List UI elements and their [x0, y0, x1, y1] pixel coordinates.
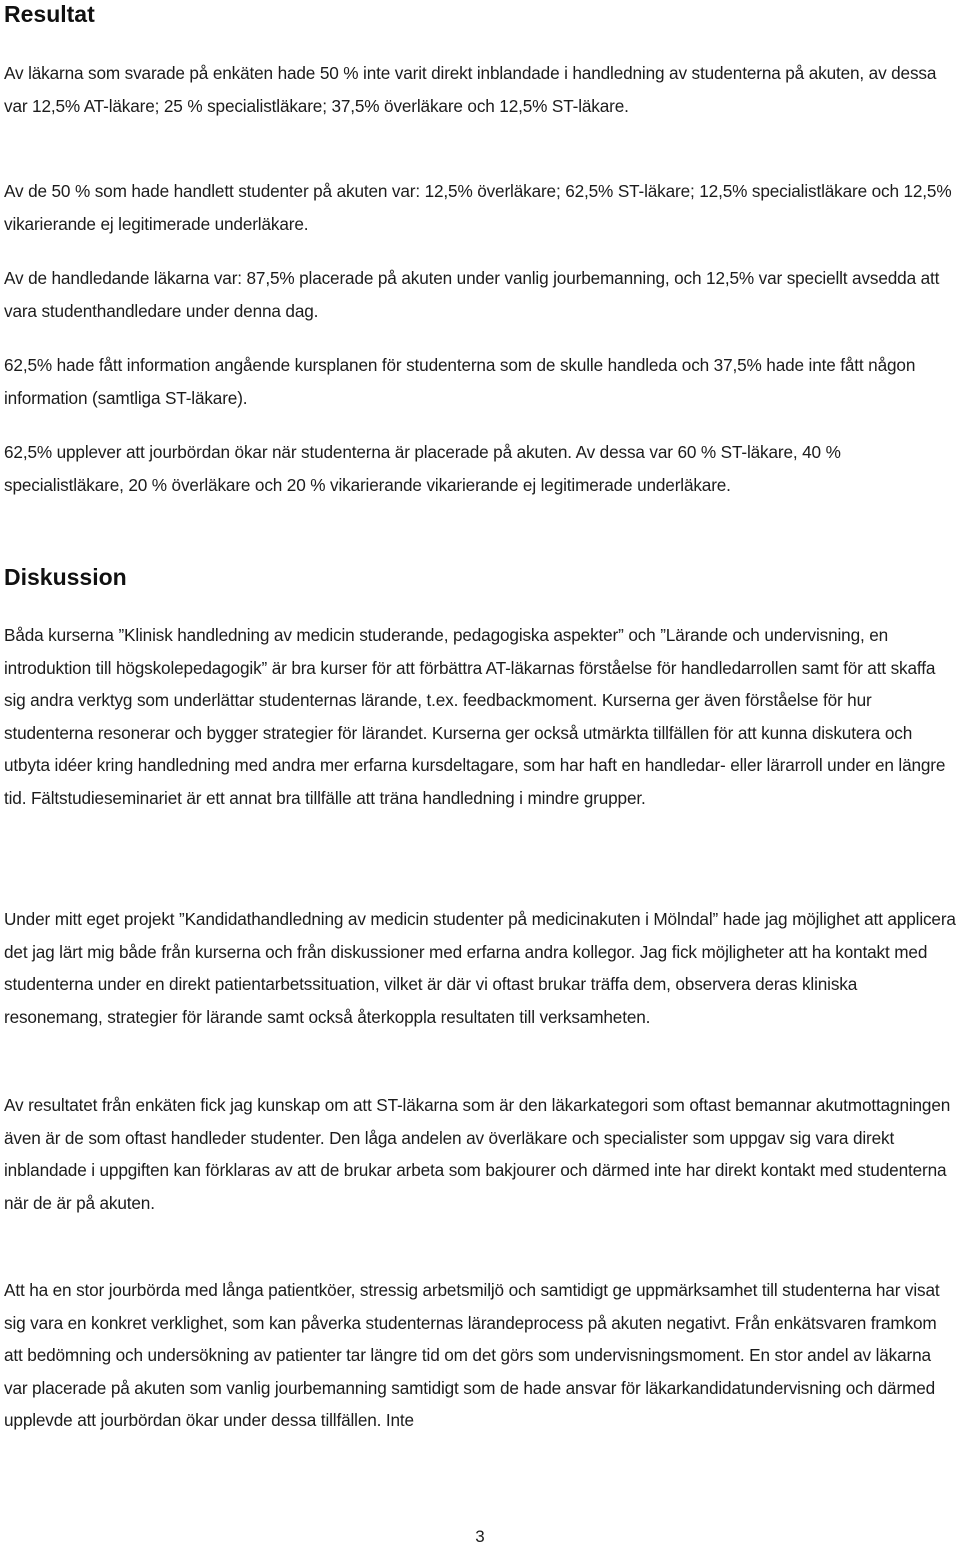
- paragraph-resultat-2: Av de 50 % som hade handlett studenter på akuten var: 12,5% överläkare; 62,5% ST-läkare; 12,5% specialistläkare och 12,5% vikarierande ej legitimerade underläkare.: [4, 181, 952, 234]
- section-heading-resultat: Resultat: [4, 1, 95, 27]
- paragraph-resultat-5: 62,5% upplever att jourbördan ökar när studenterna är placerade på akuten. Av dessa var 60 % ST-läkare, 40 % specialistläkare, 20 % överläkare och 20 % vikarierande vikarierande ej legitimerade underläkare.: [4, 442, 841, 495]
- paragraph-resultat-3: Av de handledande läkarna var: 87,5% placerade på akuten under vanlig jourbemanning, och 12,5% var speciellt avsedda att vara studenthandledare under denna dag.: [4, 268, 940, 321]
- paragraph-diskussion-4: Att ha en stor jourbörda med långa patientköer, stressig arbetsmiljö och samtidigt ge uppmärksamhet till studenterna har visat sig vara en konkret verklighet, som kan påverka studenternas lärandeprocess på akuten negativt. Från enkätsvaren framkom att bedömning och undersökning av patienter tar längre tid om det görs som undervisningsmoment. En stor andel av läkarna var placerade på akuten som vanlig jourbemanning samtidigt som de hade ansvar för läkarkandidatundervisning och därmed upplevde att jourbördan ökar under dessa tillfällen. Inte: [4, 1280, 940, 1431]
- paragraph-resultat-1: Av läkarna som svarade på enkäten hade 50 % inte varit direkt inblandade i handledning av studenterna på akuten, av dessa var 12,5% AT-läkare; 25 % specialistläkare; 37,5% överläkare och 12,5% ST-läkare.: [4, 63, 937, 116]
- paragraph-resultat-4: 62,5% hade fått information angående kursplanen för studenterna som de skulle handleda och 37,5% hade inte fått någon information (samtliga ST-läkare).: [4, 355, 916, 408]
- paragraph-diskussion-1: Båda kurserna ”Klinisk handledning av medicin studerande, pedagogiska aspekter” och ”Lärande och undervisning, en introduktion till högskolepedagogik” är bra kurser för att förbättra AT-läkarnas förståelse för handledarrollen samt för att skaffa sig andra verktyg som underlättar studenternas lärande, t.ex. feedbackmoment. Kurserna ger även förståelse för hur studenterna resonerar och bygger strategier för lärandet. Kurserna ger också utmärkta tillfällen för att kunna diskutera och utbyta idéer kring handledning med andra mer erfarna kursdeltagare, som har haft en handledar- eller lärarroll under en längre tid. Fältstudieseminariet är ett annat bra tillfälle att träna handledning i mindre grupper.: [4, 625, 946, 808]
- page-number: 3: [475, 1527, 485, 1546]
- paragraph-diskussion-2: Under mitt eget projekt ”Kandidathandledning av medicin studenter på medicinakuten i Mölndal” hade jag möjlighet att applicera det jag lärt mig både från kurserna och från diskussioner med erfarna andra kollegor. Jag fick möjligheter att ha kontakt med studenterna under en direkt patientarbetssituation, vilket är där vi oftast brukar träffa dem, observera deras kliniska resonemang, strategier för lärande samt också återkoppla resultaten till verksamheten.: [4, 909, 956, 1027]
- section-heading-diskussion: Diskussion: [4, 564, 127, 590]
- paragraph-diskussion-3: Av resultatet från enkäten fick jag kunskap om att ST-läkarna som är den läkarkategori som oftast bemannar akutmottagningen även är de som oftast handleder studenter. Den låga andelen av överläkare och specialister som uppgav sig vara direkt inblandade i uppgiften kan förklaras av att de brukar arbeta som bakjourer och därmed inte har direkt kontakt med studenterna när de är på akuten.: [4, 1095, 951, 1213]
